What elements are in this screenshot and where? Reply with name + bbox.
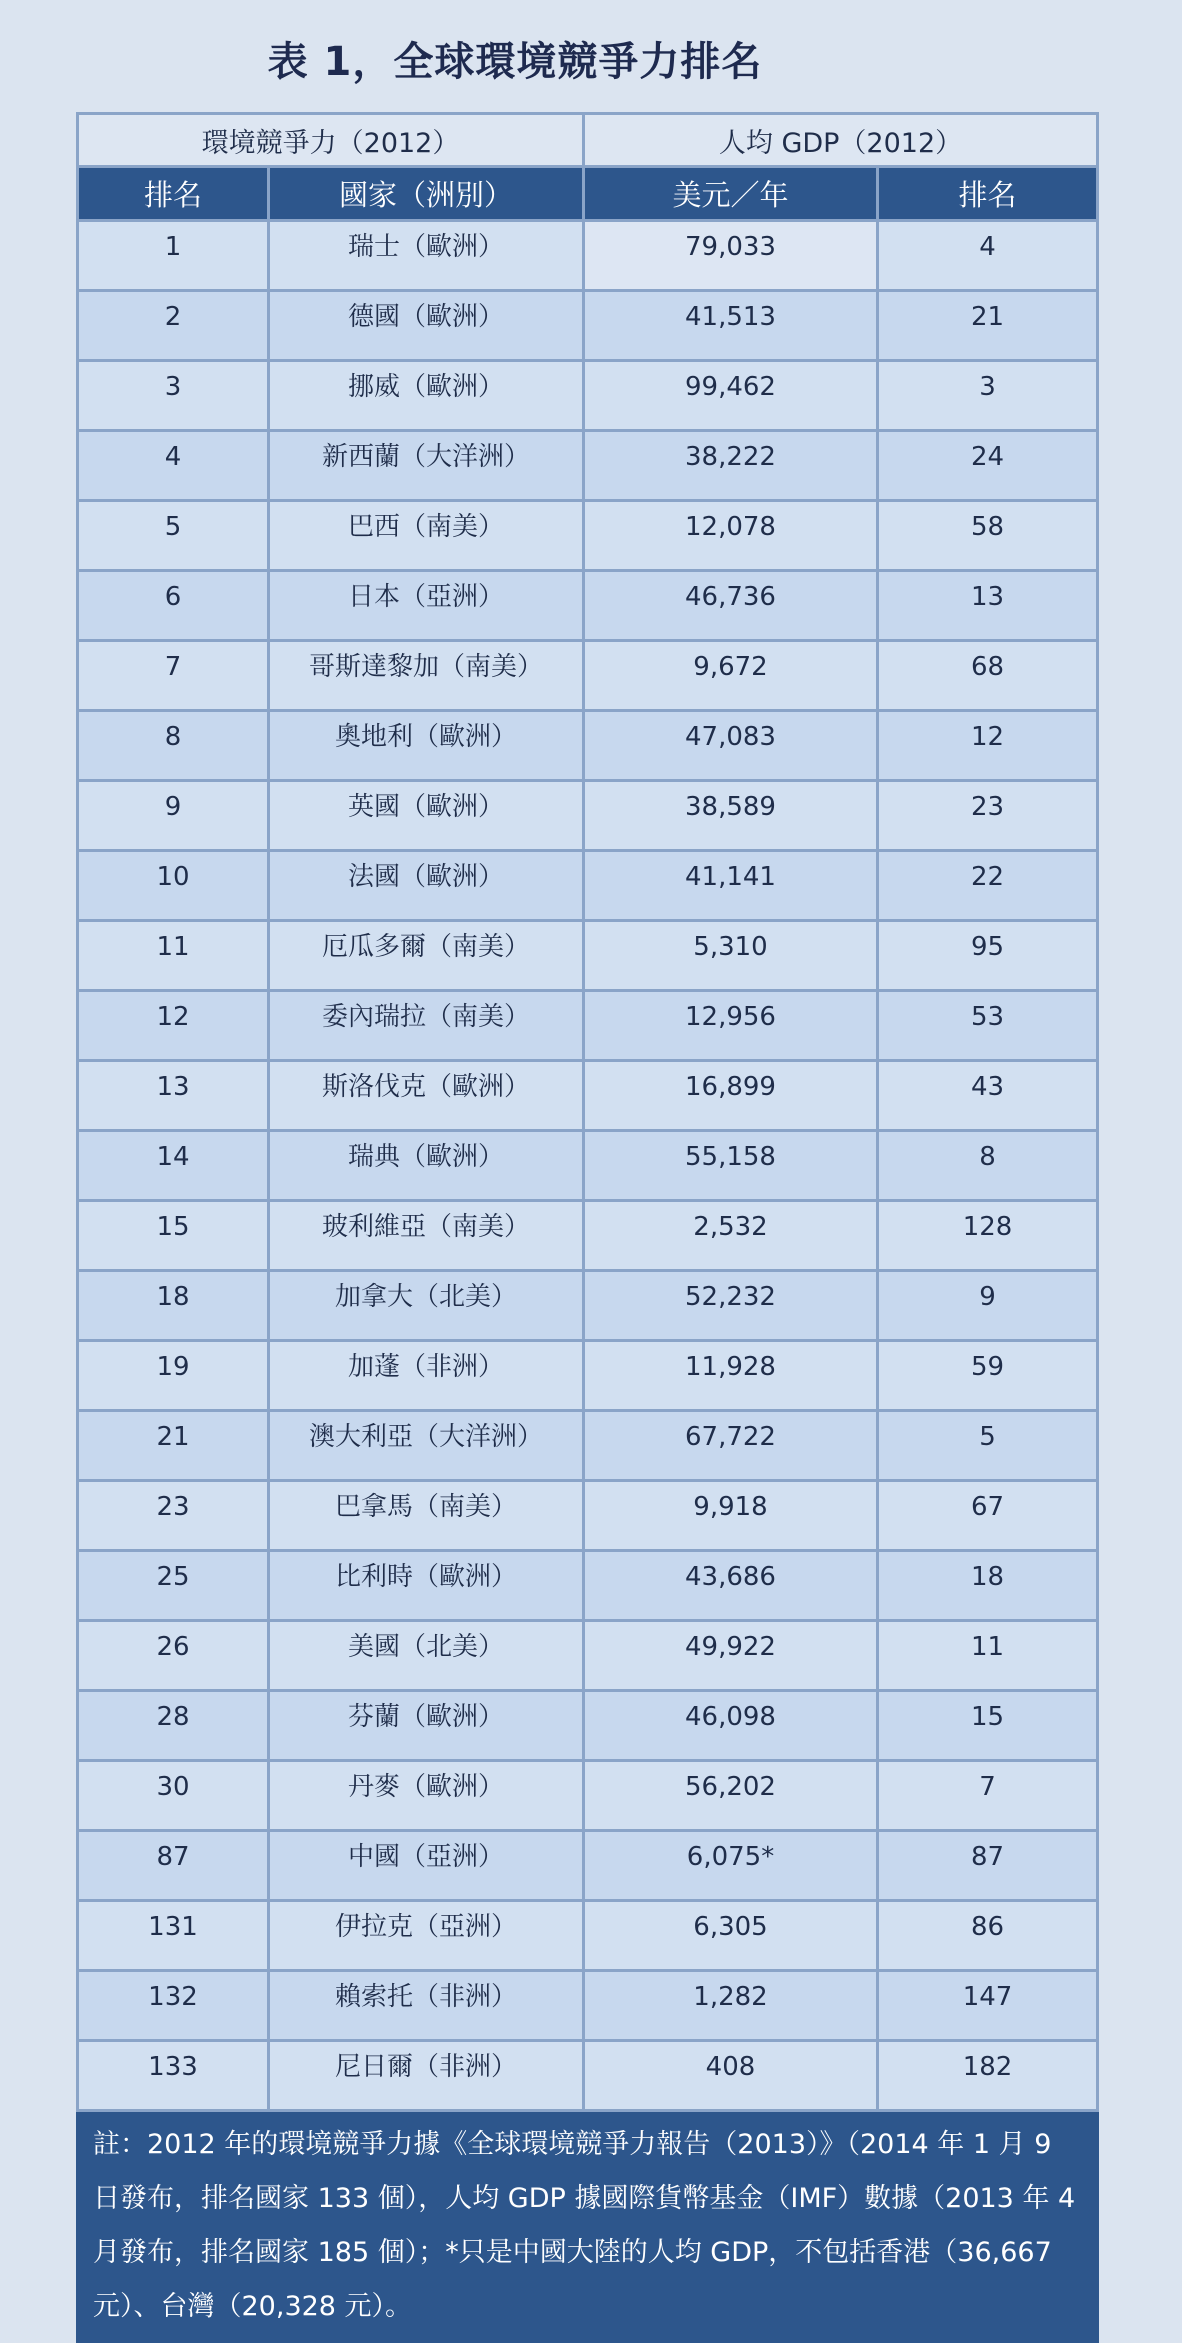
cell-country: 加蓬（非洲） — [269, 1341, 584, 1411]
column-header-gdp: 美元／年 — [584, 167, 878, 221]
cell-gdp: 67,722 — [584, 1411, 878, 1481]
cell-country: 奧地利（歐洲） — [269, 711, 584, 781]
cell-gdp: 408 — [584, 2041, 878, 2111]
cell-country: 加拿大（北美） — [269, 1271, 584, 1341]
table-body — [78, 221, 1098, 2111]
cell-gdp: 5,310 — [584, 921, 878, 991]
cell-gdp-rank: 5 — [878, 1411, 1098, 1481]
cell-gdp-rank: 67 — [878, 1481, 1098, 1551]
table-row — [78, 1761, 1098, 1831]
cell-gdp-rank: 3 — [878, 361, 1098, 431]
cell-gdp: 56,202 — [584, 1761, 878, 1831]
cell-gdp-rank: 182 — [878, 2041, 1098, 2111]
cell-gdp-rank: 8 — [878, 1131, 1098, 1201]
table-row — [78, 1691, 1098, 1761]
cell-gdp-rank: 147 — [878, 1971, 1098, 2041]
cell-gdp-rank: 15 — [878, 1691, 1098, 1761]
table-row — [78, 1831, 1098, 1901]
cell-country: 厄瓜多爾（南美） — [269, 921, 584, 991]
cell-country: 日本（亞洲） — [269, 571, 584, 641]
table-row — [78, 1341, 1098, 1411]
cell-rank: 9 — [78, 781, 269, 851]
cell-rank: 18 — [78, 1271, 269, 1341]
column-header-rank: 排名 — [78, 167, 269, 221]
cell-gdp: 6,075* — [584, 1831, 878, 1901]
cell-gdp-rank: 13 — [878, 571, 1098, 641]
cell-rank: 1 — [78, 221, 269, 291]
cell-country: 瑞典（歐洲） — [269, 1131, 584, 1201]
cell-country: 瑞士（歐洲） — [269, 221, 584, 291]
cell-rank: 6 — [78, 571, 269, 641]
cell-gdp-rank: 128 — [878, 1201, 1098, 1271]
cell-gdp-rank: 86 — [878, 1901, 1098, 1971]
table-row — [78, 1411, 1098, 1481]
cell-country: 玻利維亞（南美） — [269, 1201, 584, 1271]
table-row — [78, 361, 1098, 431]
cell-rank: 3 — [78, 361, 269, 431]
table-row — [78, 1481, 1098, 1551]
cell-gdp: 46,736 — [584, 571, 878, 641]
cell-rank: 15 — [78, 1201, 269, 1271]
cell-gdp: 41,513 — [584, 291, 878, 361]
cell-gdp: 16,899 — [584, 1061, 878, 1131]
note-row — [78, 2111, 1098, 2342]
cell-gdp: 99,462 — [584, 361, 878, 431]
table-row — [78, 851, 1098, 921]
cell-rank: 28 — [78, 1691, 269, 1761]
cell-rank: 5 — [78, 501, 269, 571]
cell-gdp-rank: 11 — [878, 1621, 1098, 1691]
cell-rank: 2 — [78, 291, 269, 361]
cell-rank: 12 — [78, 991, 269, 1061]
header-group-row — [78, 114, 1098, 167]
cell-gdp: 41,141 — [584, 851, 878, 921]
cell-gdp: 47,083 — [584, 711, 878, 781]
cell-country: 德國（歐洲） — [269, 291, 584, 361]
table-row — [78, 1621, 1098, 1691]
cell-gdp: 55,158 — [584, 1131, 878, 1201]
cell-rank: 133 — [78, 2041, 269, 2111]
cell-gdp-rank: 12 — [878, 711, 1098, 781]
cell-rank: 30 — [78, 1761, 269, 1831]
cell-country: 比利時（歐洲） — [269, 1551, 584, 1621]
table-row — [78, 571, 1098, 641]
cell-gdp: 52,232 — [584, 1271, 878, 1341]
cell-gdp-rank: 21 — [878, 291, 1098, 361]
table-row — [78, 291, 1098, 361]
cell-country: 丹麥（歐洲） — [269, 1761, 584, 1831]
cell-country: 斯洛伐克（歐洲） — [269, 1061, 584, 1131]
cell-gdp-rank: 22 — [878, 851, 1098, 921]
cell-gdp-rank: 9 — [878, 1271, 1098, 1341]
column-header-gdp-rank: 排名 — [878, 167, 1098, 221]
cell-gdp: 46,098 — [584, 1691, 878, 1761]
cell-gdp-rank: 24 — [878, 431, 1098, 501]
table-row — [78, 1551, 1098, 1621]
cell-rank: 4 — [78, 431, 269, 501]
cell-gdp: 43,686 — [584, 1551, 878, 1621]
column-header-country: 國家（洲別） — [269, 167, 584, 221]
cell-country: 英國（歐洲） — [269, 781, 584, 851]
ranking-table — [76, 112, 1099, 2343]
table-row — [78, 1901, 1098, 1971]
header-group-gdp: 人均 GDP（2012） — [584, 114, 1098, 167]
cell-rank: 13 — [78, 1061, 269, 1131]
cell-gdp-rank: 95 — [878, 921, 1098, 991]
cell-country: 挪威（歐洲） — [269, 361, 584, 431]
table-row — [78, 221, 1098, 291]
cell-gdp-rank: 18 — [878, 1551, 1098, 1621]
cell-country: 巴拿馬（南美） — [269, 1481, 584, 1551]
cell-rank: 25 — [78, 1551, 269, 1621]
cell-gdp-rank: 4 — [878, 221, 1098, 291]
cell-rank: 11 — [78, 921, 269, 991]
cell-gdp-rank: 43 — [878, 1061, 1098, 1131]
page-title: 表 1，全球環境競爭力排名 — [267, 39, 763, 85]
table-row — [78, 991, 1098, 1061]
cell-gdp-rank: 59 — [878, 1341, 1098, 1411]
cell-rank: 87 — [78, 1831, 269, 1901]
cell-country: 伊拉克（亞洲） — [269, 1901, 584, 1971]
cell-gdp-rank: 53 — [878, 991, 1098, 1061]
cell-rank: 23 — [78, 1481, 269, 1551]
cell-country: 法國（歐洲） — [269, 851, 584, 921]
ranking-table-container — [76, 112, 1096, 2343]
cell-rank: 19 — [78, 1341, 269, 1411]
cell-gdp-rank: 58 — [878, 501, 1098, 571]
cell-country: 新西蘭（大洋洲） — [269, 431, 584, 501]
table-row — [78, 641, 1098, 711]
header-group-environment: 環境競爭力（2012） — [78, 114, 584, 167]
cell-rank: 10 — [78, 851, 269, 921]
cell-gdp: 12,078 — [584, 501, 878, 571]
table-row — [78, 1131, 1098, 1201]
table-row — [78, 1271, 1098, 1341]
table-row — [78, 1971, 1098, 2041]
cell-rank: 14 — [78, 1131, 269, 1201]
table-row — [78, 781, 1098, 851]
cell-gdp: 11,928 — [584, 1341, 878, 1411]
cell-gdp: 12,956 — [584, 991, 878, 1061]
table-row — [78, 431, 1098, 501]
cell-country: 美國（北美） — [269, 1621, 584, 1691]
table-row — [78, 1201, 1098, 1271]
cell-country: 委內瑞拉（南美） — [269, 991, 584, 1061]
cell-country: 中國（亞洲） — [269, 1831, 584, 1901]
cell-gdp: 38,589 — [584, 781, 878, 851]
cell-rank: 131 — [78, 1901, 269, 1971]
table-row — [78, 2041, 1098, 2111]
cell-gdp-rank: 87 — [878, 1831, 1098, 1901]
cell-gdp-rank: 23 — [878, 781, 1098, 851]
table-row — [78, 501, 1098, 571]
cell-gdp: 9,918 — [584, 1481, 878, 1551]
cell-country: 尼日爾（非洲） — [269, 2041, 584, 2111]
cell-gdp: 79,033 — [584, 221, 878, 291]
cell-rank: 21 — [78, 1411, 269, 1481]
cell-gdp-rank: 68 — [878, 641, 1098, 711]
cell-rank: 7 — [78, 641, 269, 711]
cell-gdp: 9,672 — [584, 641, 878, 711]
table-row — [78, 1061, 1098, 1131]
cell-gdp: 49,922 — [584, 1621, 878, 1691]
cell-country: 巴西（南美） — [269, 501, 584, 571]
cell-country: 賴索托（非洲） — [269, 1971, 584, 2041]
cell-country: 哥斯達黎加（南美） — [269, 641, 584, 711]
column-header-row — [78, 167, 1098, 221]
cell-country: 芬蘭（歐洲） — [269, 1691, 584, 1761]
cell-gdp-rank: 7 — [878, 1761, 1098, 1831]
cell-gdp: 6,305 — [584, 1901, 878, 1971]
cell-rank: 26 — [78, 1621, 269, 1691]
cell-gdp: 38,222 — [584, 431, 878, 501]
cell-gdp: 2,532 — [584, 1201, 878, 1271]
table-row — [78, 921, 1098, 991]
cell-rank: 132 — [78, 1971, 269, 2041]
table-row — [78, 711, 1098, 781]
cell-rank: 8 — [78, 711, 269, 781]
cell-gdp: 1,282 — [584, 1971, 878, 2041]
cell-country: 澳大利亞（大洋洲） — [269, 1411, 584, 1481]
table-note: 註：2012 年的環境競爭力據《全球環境競爭力報告（2013）》（2014 年 1 月 9 日發布，排名國家 133 個），人均 GDP 據國際貨幣基金（IMF）數據（2013 年 4 月發布，排名國家 185 個）；*只是中國大陸的人均 GDP，不包括香港（36,667 元）、台灣（20,328 元）。 — [78, 2111, 1098, 2342]
